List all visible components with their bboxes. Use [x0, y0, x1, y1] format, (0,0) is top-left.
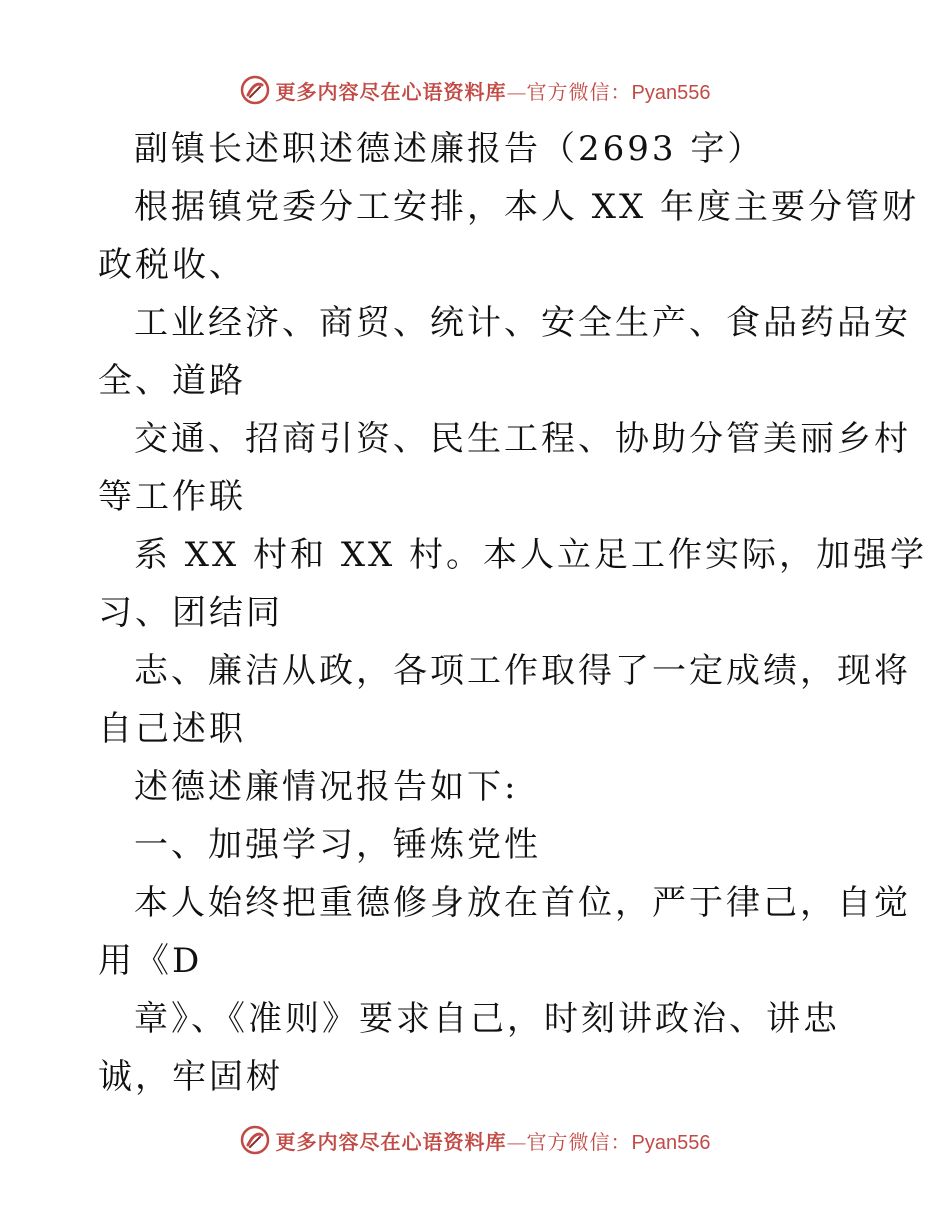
text-line: 诚，牢固树 [98, 1057, 283, 1097]
text-line: 系 XX 村和 XX 村。本人立足工作实际，加强学 [134, 535, 928, 575]
text-line: 根据镇党委分工安排，本人 XX 年度主要分管财 [134, 187, 920, 227]
text-line: 述德述廉情况报告如下: [134, 767, 519, 807]
document-body [98, 120, 928, 1106]
text-line: 交通、招商引资、民生工程、协助分管美丽乡村 [134, 419, 911, 459]
text-line: 政税收、 [98, 245, 246, 285]
text-line: 工业经济、商贸、统计、安全生产、食品药品安 [134, 303, 911, 343]
header-banner [0, 70, 950, 110]
banner-wechat-id: Pyan556 [631, 1131, 711, 1154]
text-line: 一、加强学习，锤炼党性 [134, 825, 541, 865]
footer-banner [0, 1120, 950, 1160]
document-title: 副镇长述职述德述廉报告（2693 字） [134, 129, 765, 169]
text-line: 全、道路 [98, 361, 246, 401]
text-line: 本人始终把重德修身放在首位，严于律己，自觉 [134, 883, 911, 923]
text-line: 习、团结同 [98, 593, 283, 633]
text-line: 等工作联 [98, 477, 246, 517]
banner-wechat-label: 官方微信： [526, 79, 632, 104]
logo-icon [240, 1125, 270, 1155]
text-line: 章》、《准则》要求自己，时刻讲政治、讲忠 [134, 999, 840, 1039]
banner-slogan: 更多内容尽在心语资料库 [275, 79, 507, 104]
banner-slogan: 更多内容尽在心语资料库 [275, 1129, 507, 1154]
text-line: 用《D [98, 941, 203, 981]
banner-wechat-label: 官方微信： [526, 1129, 632, 1154]
text-line: 志、廉洁从政，各项工作取得了一定成绩，现将 [134, 651, 911, 691]
banner-separator: — [506, 79, 527, 104]
text-line: 自己述职 [98, 709, 246, 749]
logo-icon [240, 75, 270, 105]
banner-wechat-id: Pyan556 [631, 81, 711, 104]
banner-separator: — [506, 1129, 527, 1154]
